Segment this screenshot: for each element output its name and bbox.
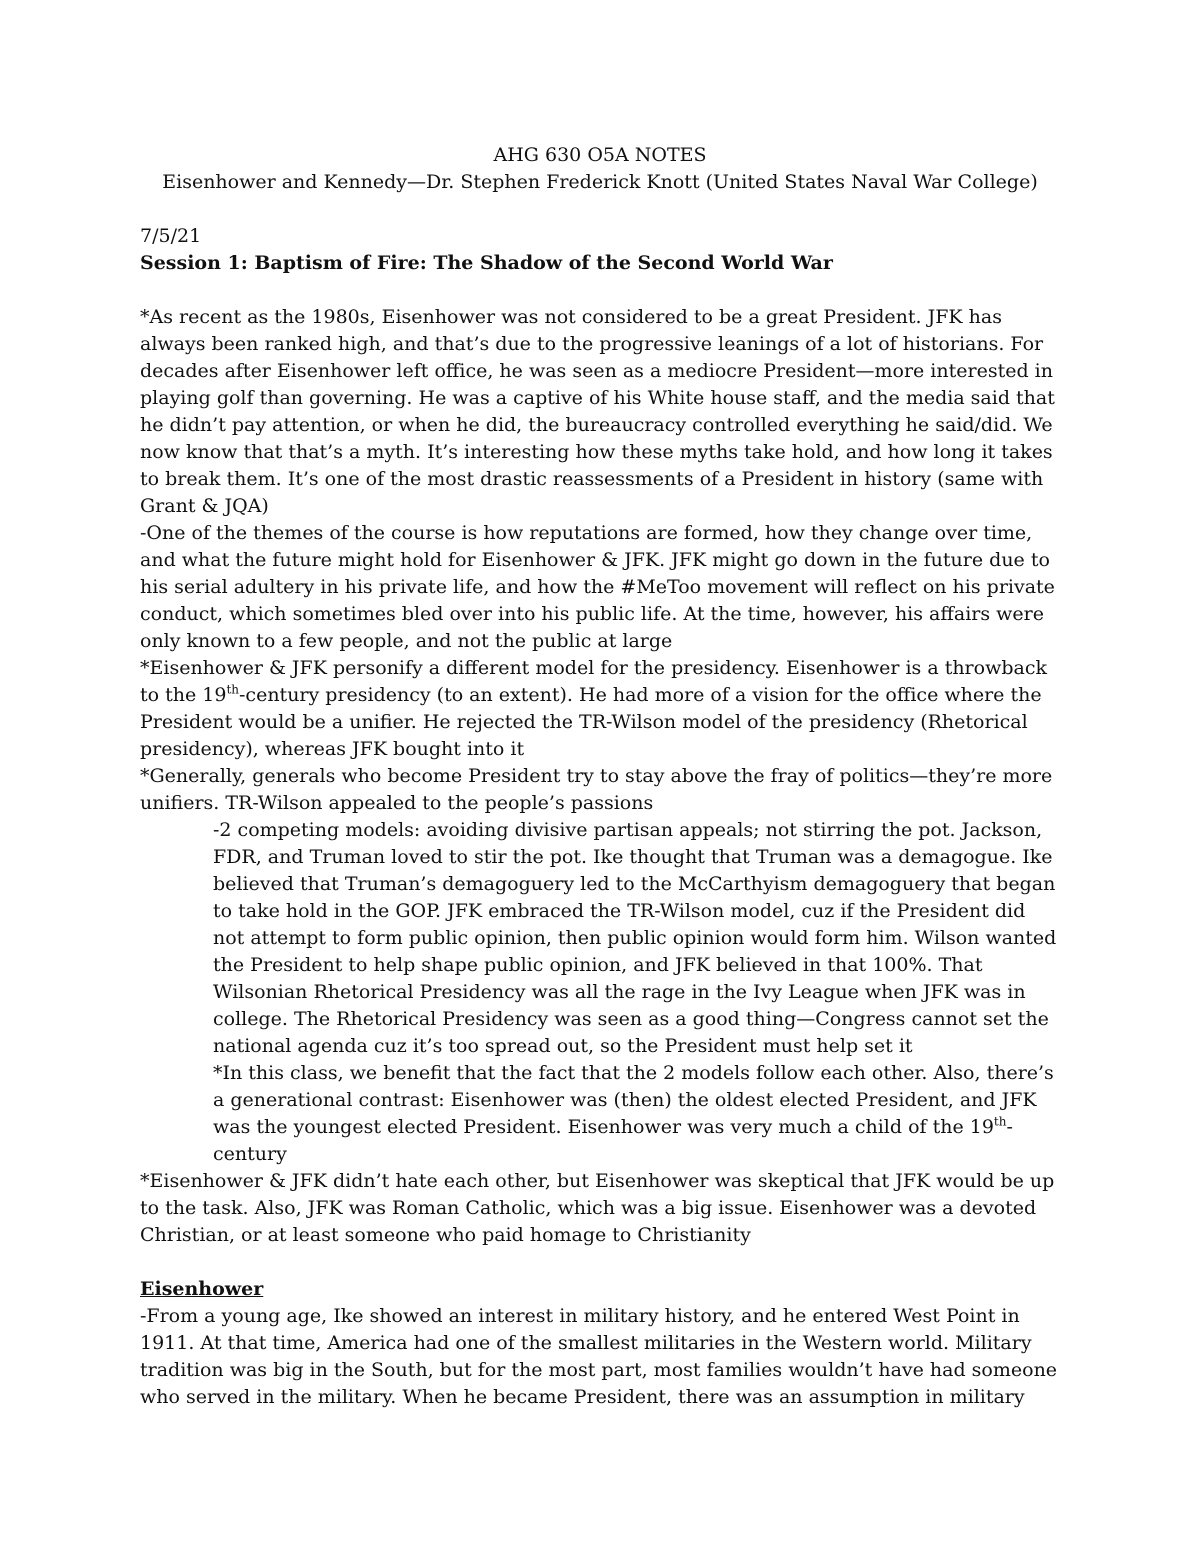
blank-line [140,277,1060,304]
section-paragraph: -From a young age, Ike showed an interest in military history, and he entered West Point in 1911. At that time, America had one of the smallest militaries in the Western world. Military tradition was big in the South, but for the most part, most families wouldn’t have had someone who served in the military. When he became President, there was an assumption in military [140,1305,1058,1408]
paragraph-1: *As recent as the 1980s, Eisenhower was not considered to be a great President. JFK has always been ranked high, and that’s due to the progressive leanings of a lot of historians. For decades after Eisenhower left office, he was seen as a mediocre President—more interested in playing golf than governing. He was a captive of his White house staff, and the media said that he didn’t pay attention, or when he did, the bureaucracy controlled everything he said/did. We now know that that’s a myth. It’s interesting how these myths take hold, and how long it takes to break them. It’s one of the most drastic reassessments of a President in history (same with Grant & JQA) [140,306,1055,517]
paragraph-2: -One of the themes of the course is how reputations are formed, how they change over time, and what the future might hold for Eisenhower & JFK. JFK might go down in the future due to his serial adultery in his private life, and how the #MeToo movement will reflect on his private conduct, which sometimes bled over into his public life. At the time, however, his affairs were only known to a few people, and not the public at large [140,522,1055,652]
superscript: th [993,1114,1007,1129]
paragraph-6-text-a: *In this class, we benefit that the fact that the 2 models follow each other. Also, there’s a generational contrast: Eisenhower was (then) the oldest elected President, and JFK was the youngest elected President. Eisenhower was very much a child of the 19 [213,1062,1054,1138]
paragraph-3 [140,655,1060,763]
superscript: th [226,682,240,697]
blank-line [140,1249,1060,1276]
paragraph-3-text-a: *Eisenhower & JFK personify a different model for the presidency. Eisenhower is a throwback to the 19 [140,657,1047,706]
blank-line [140,196,1060,223]
paragraph-6-indented [213,1060,1060,1168]
session-title: Session 1: Baptism of Fire: The Shadow of the Second World War [140,252,833,274]
paragraph-6-text-b: -century [213,1116,1013,1165]
document-page [140,142,1060,1411]
section-heading: Eisenhower [140,1278,264,1300]
document-title: AHG 630 O5A NOTES [493,144,707,166]
paragraph-7: *Eisenhower & JFK didn’t hate each other, but Eisenhower was skeptical that JFK would be up to the task. Also, JFK was Roman Catholic, which was a big issue. Eisenhower was a devoted Christian, or at least someone who paid homage to Christianity [140,1170,1055,1246]
session-date: 7/5/21 [140,225,202,247]
document-subtitle: Eisenhower and Kennedy—Dr. Stephen Frederick Knott (United States Naval War College) [162,171,1038,193]
paragraph-5-indented: -2 competing models: avoiding divisive partisan appeals; not stirring the pot. Jackson, FDR, and Truman loved to stir the pot. Ike thought that Truman was a demagogue. Ike believed that Truman’s demagoguery led to the McCarthyism demagoguery that began to take hold in the GOP. JFK embraced the TR-Wilson model, cuz if the President did not attempt to form public opinion, then public opinion would form him. Wilson wanted the President to help shape public opinion, and JFK believed in that 100%. That Wilsonian Rhetorical Presidency was all the rage in the Ivy League when JFK was in college. The Rhetorical Presidency was seen as a good thing—Congress cannot set the national agenda cuz it’s too spread out, so the President must help set it [213,819,1057,1057]
paragraph-3-text-b: -century presidency (to an extent). He had more of a vision for the office where the President would be a unifier. He rejected the TR-Wilson model of the presidency (Rhetorical presidency), whereas JFK bought into it [140,684,1042,760]
paragraph-4: *Generally, generals who become President try to stay above the fray of politics—they’re more unifiers. TR-Wilson appealed to the people’s passions [140,765,1053,814]
